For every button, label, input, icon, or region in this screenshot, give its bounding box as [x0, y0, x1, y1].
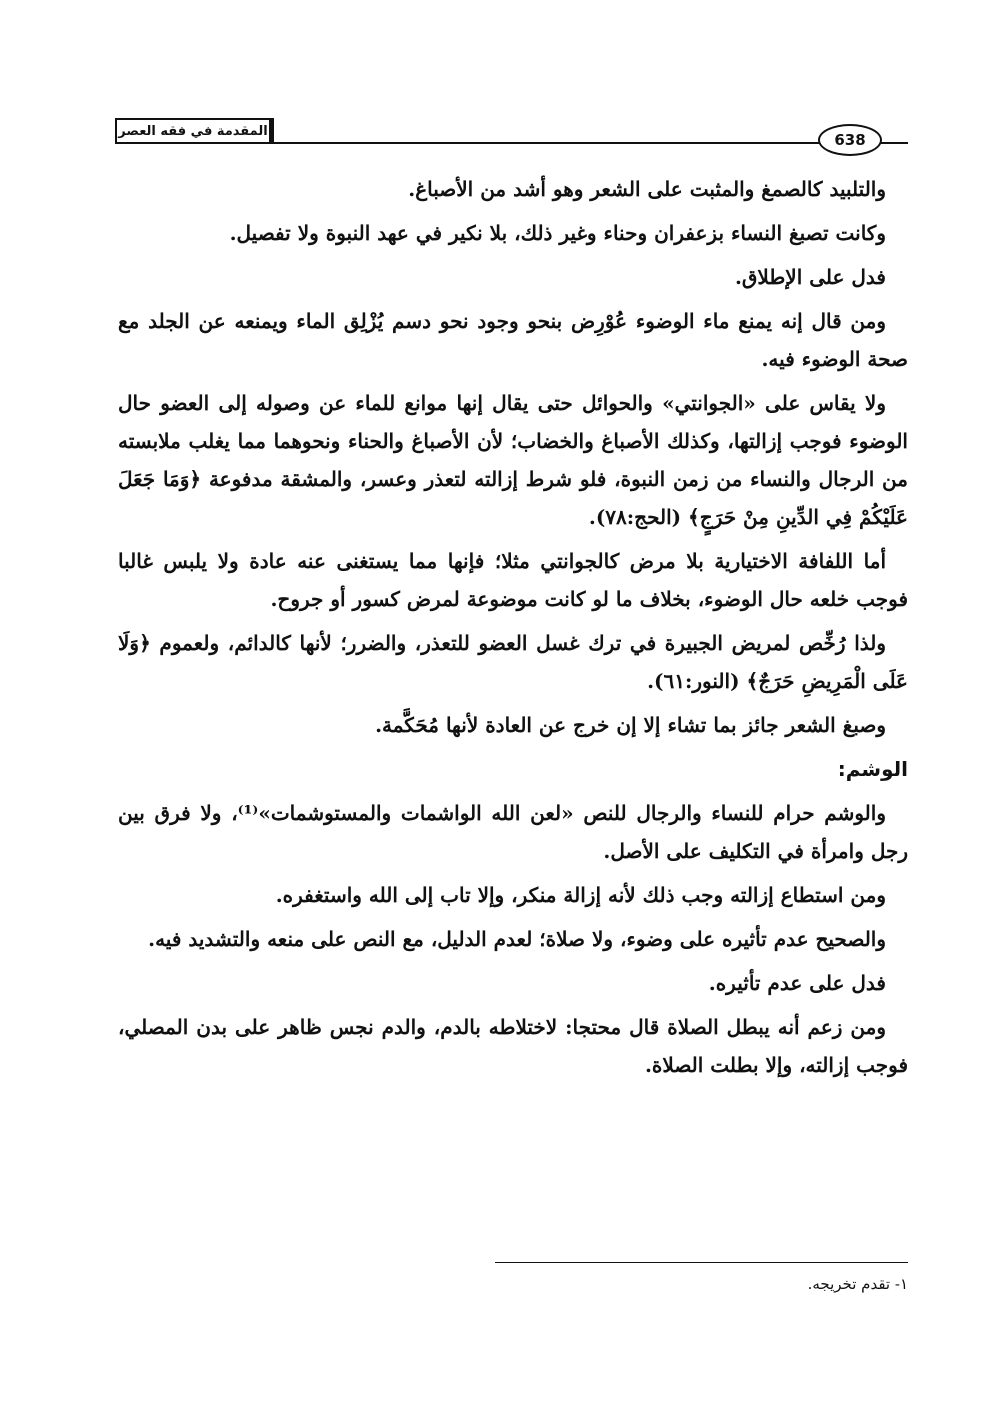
paragraph: وكانت تصبغ النساء بزعفران وحناء وغير ذلك، بلا نكير في عهد النبوة ولا تفصيل. [229, 221, 886, 245]
footnote-separator [495, 1262, 908, 1263]
paragraph: فدل على الإطلاق. [734, 265, 886, 289]
paragraph: ولا يقاس على «الجوانتي» والحوائل حتى يقال إنها موانع للماء عن وصوله إلى العضو حال الوضوء فوجب إزالتها، وكذلك الأصباغ والخضاب؛ لأن الأصباغ والحناء ونحوهما مما يغلب ملابسته من الرجال والنساء من زمن النبوة، فلو شرط إزالته لتعذر وعسر، والمشقة مدفوعة ﴿وَمَا جَعَلَ عَلَيْكُمْ فِي الدِّينِ مِنْ حَرَجٍ﴾ (الحج:٧٨). [118, 391, 908, 529]
paragraph: أما اللفافة الاختيارية بلا مرض كالجوانتي مثلا؛ فإنها مما يستغنى عنه عادة ولا يلبس غالبا فوجب خلعه حال الوضوء، بخلاف ما لو كانت موضوعة لمرض كسور أو جروح. [118, 549, 908, 611]
paragraph: ولذا رُخِّص لمريض الجبيرة في ترك غسل العضو للتعذر، والضرر؛ لأنها كالدائم، ولعموم ﴿وَلَا عَلَى الْمَرِيضِ حَرَجٌ﴾ (النور:٦١). [118, 631, 908, 693]
running-title: المقدمة في فقه العصر [115, 118, 274, 144]
paragraph: والصحيح عدم تأثيره على وضوء، ولا صلاة؛ لعدم الدليل، مع النص على منعه والتشديد فيه. [148, 927, 886, 951]
paragraph: ومن قال إنه يمنع ماء الوضوء عُوْرِض بنحو وجود نحو دسم يُزْلِق الماء ويمنعه عن الجلد مع صحة الوضوء فيه. [118, 309, 908, 371]
page-number: 638 [818, 124, 882, 156]
main-text [118, 170, 908, 1090]
paragraph: ومن زعم أنه يبطل الصلاة قال محتجا: لاختلاطه بالدم، والدم نجس ظاهر على بدن المصلي، فوجب إزالته، وإلا بطلت الصلاة. [118, 1015, 908, 1077]
paragraph: فدل على عدم تأثيره. [708, 971, 886, 995]
section-heading: الوشم: [837, 757, 908, 781]
paragraph: والوشم حرام للنساء والرجال للنص «لعن الله الواشمات والمستوشمات»⁽¹⁾، ولا فرق بين رجل وامرأة في التكليف على الأصل. [118, 801, 908, 863]
paragraph: ومن استطاع إزالته وجب ذلك لأنه إزالة منكر، وإلا تاب إلى الله واستغفره. [275, 883, 886, 907]
page-header [0, 0, 1004, 160]
paragraph: وصبغ الشعر جائز بما تشاء إلا إن خرج عن العادة لأنها مُحَكَّمة. [375, 713, 886, 737]
paragraph: والتلبيد كالصمغ والمثبت على الشعر وهو أشد من الأصباغ. [408, 177, 886, 201]
footnote: ١- تقدم تخريجه. [807, 1275, 908, 1293]
